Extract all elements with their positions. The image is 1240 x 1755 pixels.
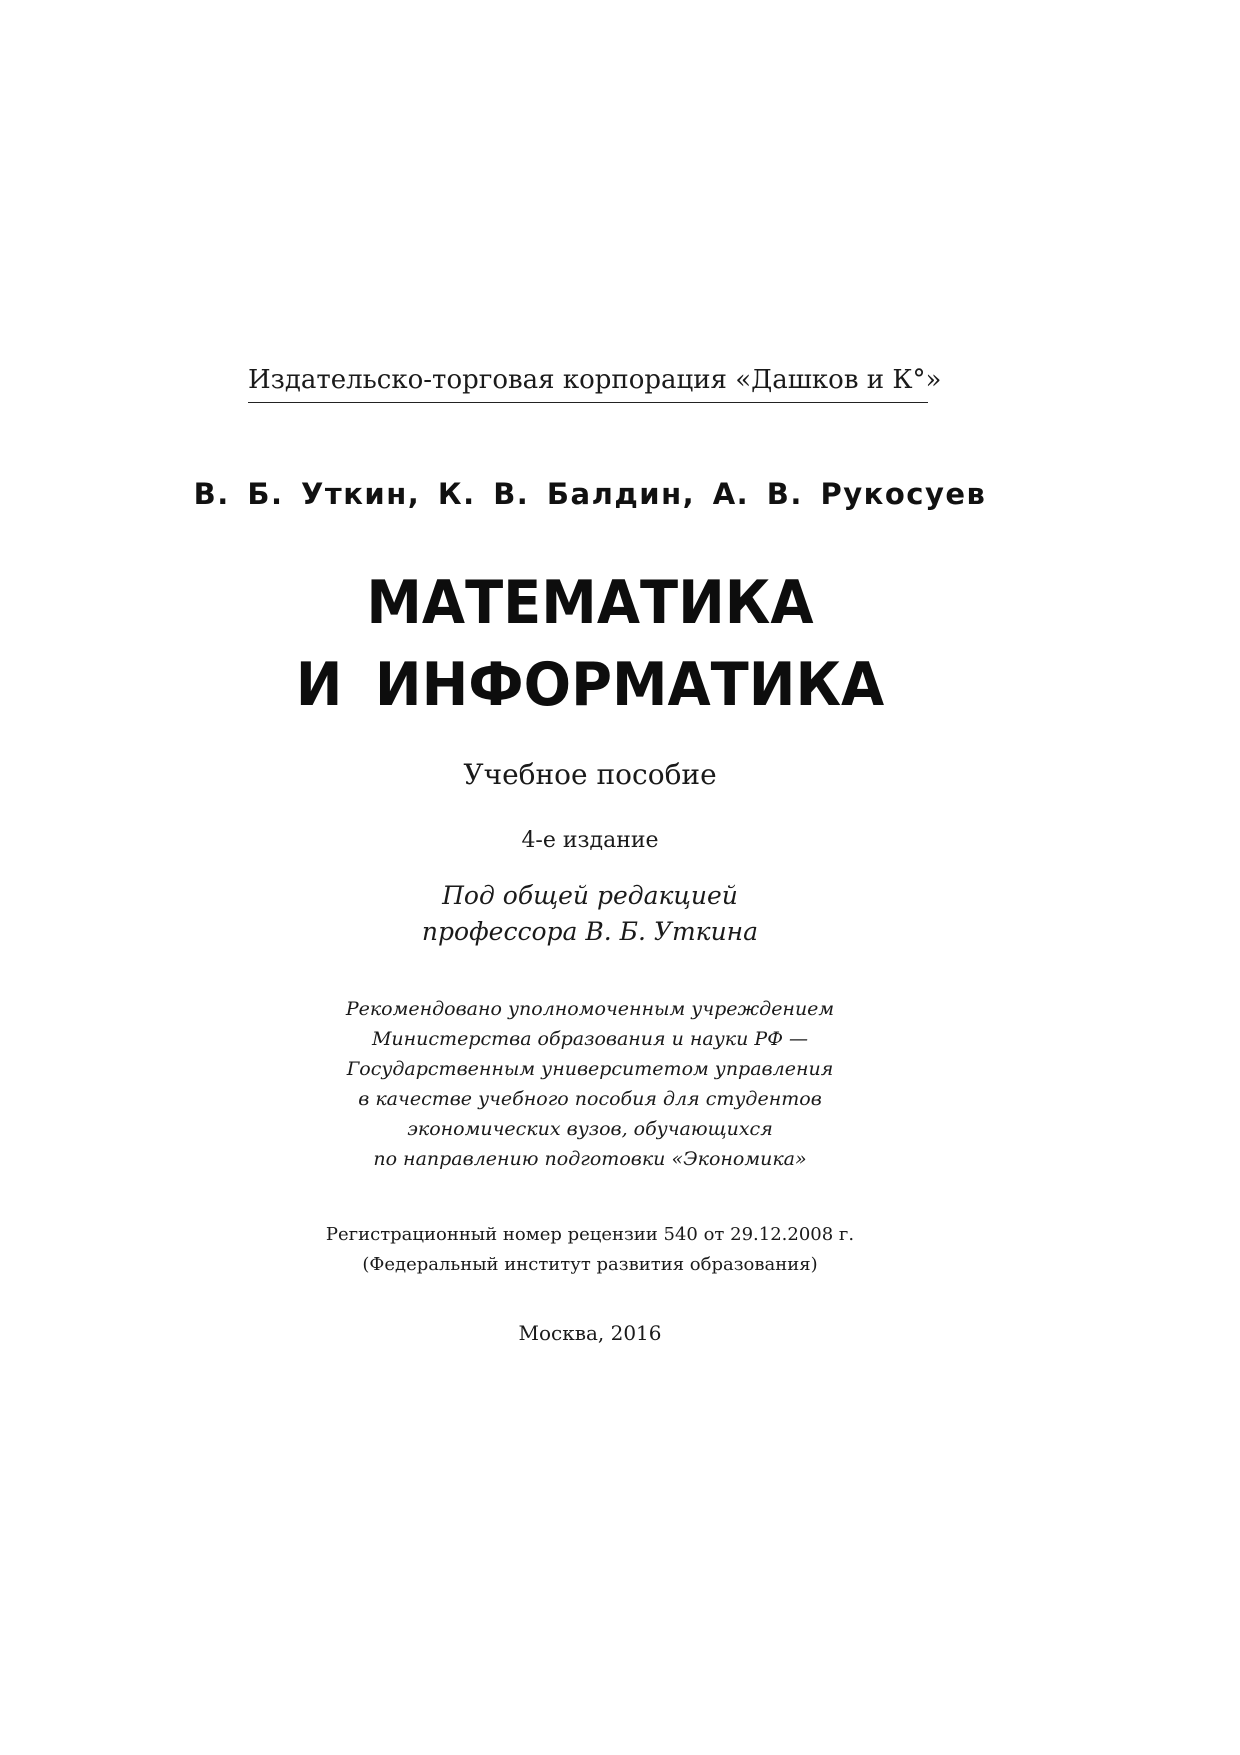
recommendation-line: Государственным университетом управления (346, 1058, 834, 1080)
publisher-name: Издательско-торговая корпорация «Дашков и К°» (248, 365, 942, 395)
edition-label: 4-е издание (521, 828, 659, 853)
recommendation-block (240, 994, 940, 1174)
editor-line-1: Под общей редакцией (442, 881, 738, 910)
editor-note (240, 878, 940, 950)
recommendation-line: экономических вузов, обучающихся (407, 1118, 773, 1140)
publisher-underline (248, 402, 928, 403)
registration-line-2: (Федеральный институт развития образования) (362, 1254, 818, 1275)
book-title-line-1: МАТЕМАТИКА (366, 568, 814, 638)
recommendation-line: в качестве учебного пособия для студентов (358, 1088, 822, 1110)
registration-block (240, 1220, 940, 1280)
imprint-city-year: Москва, 2016 (518, 1321, 662, 1345)
book-subtitle: Учебное пособие (463, 758, 717, 791)
book-title-line-2: И ИНФОРМАТИКА (295, 650, 885, 720)
recommendation-line: Министерства образования и науки РФ — (371, 1028, 809, 1050)
registration-line-1: Регистрационный номер рецензии 540 от 29.12.2008 г. (325, 1224, 855, 1245)
authors: В. Б. Уткин, К. В. Балдин, А. В. Рукосуев (193, 477, 987, 511)
recommendation-line: по направлению подготовки «Экономика» (373, 1148, 807, 1170)
editor-line-2: профессора В. Б. Уткина (421, 917, 759, 946)
recommendation-line: Рекомендовано уполномоченным учреждением (345, 998, 835, 1020)
